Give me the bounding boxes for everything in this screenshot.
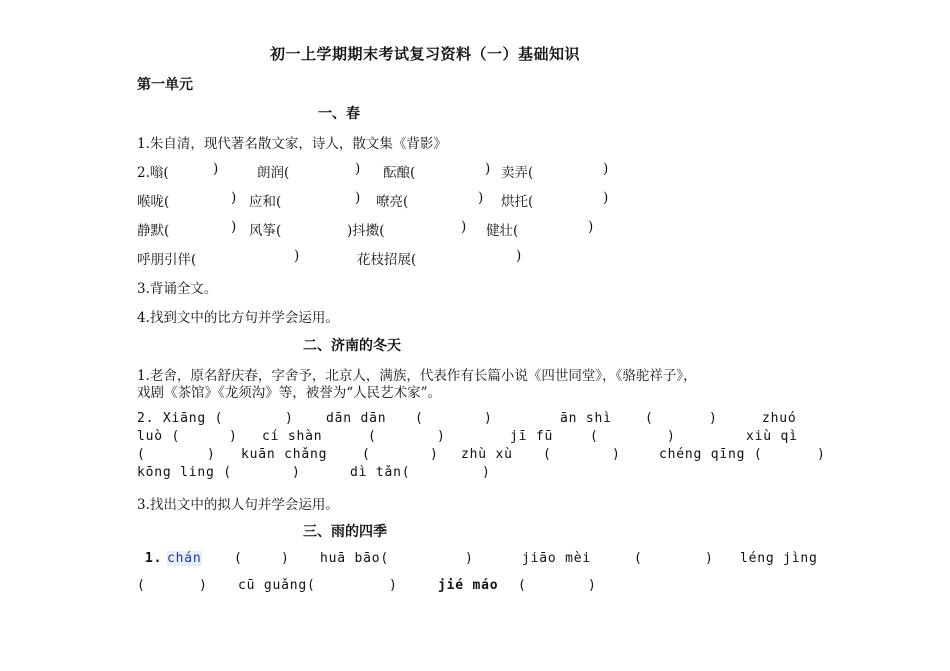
s2-r3-f: zhù xù	[461, 447, 513, 462]
s2-r1-f: ān shì	[560, 411, 612, 426]
s1-row3-a: 喉咙(	[137, 194, 170, 210]
s1-row5-a: 呼朋引伴(	[137, 252, 197, 268]
s2-r4-b: )	[292, 465, 301, 480]
s1-row4-b: )	[231, 219, 237, 235]
s1-row5-b: )	[294, 248, 300, 264]
s2-r1-d: (	[415, 411, 424, 426]
s2-r3-c: kuān chǎng	[241, 447, 328, 462]
s3-r2-d: )	[389, 578, 398, 593]
s1-row4-e: )	[461, 219, 467, 235]
section-heading-jinan-winter: 二、济南的冬天	[303, 338, 401, 354]
s1-row5-c: 花枝招展(	[357, 252, 417, 268]
s2-r4-d: )	[482, 465, 491, 480]
s2-author-line-1: 1.老舍，原名舒庆春，字舍予，北京人，满族，代表作有长篇小说《四世同堂》，《骆驼祥子》，	[137, 368, 697, 384]
s2-author-line-2: 戏剧《茶馆》《龙须沟》等，被誉为“人民艺术家”。	[137, 385, 442, 401]
s1-row2-h: )	[603, 161, 609, 177]
s3-r2-e: jié máo	[438, 578, 499, 593]
s2-r2-d: (	[368, 429, 377, 444]
s3-r1-i: léng jìng	[740, 551, 818, 566]
s2-r3-g: (	[543, 447, 552, 462]
s3-r1-d: huā bāo(	[320, 551, 390, 566]
s1-row3-f: )	[478, 190, 484, 206]
s3-r1-e: )	[465, 551, 474, 566]
s2-r4-c: dì tǎn(	[350, 465, 411, 480]
s1-row5-d: )	[516, 248, 522, 264]
s3-r2-f: (	[518, 578, 527, 593]
s1-row2-e: 酝酿(	[383, 165, 416, 181]
s1-task-simile: 4.找到文中的比方句并学会运用。	[137, 310, 339, 326]
s2-r2-c: cí shàn	[262, 429, 323, 444]
s3-r1-number: 1.	[145, 551, 163, 566]
s1-row3-b: )	[231, 190, 237, 206]
s2-r2-h: )	[667, 429, 676, 444]
s2-r2-g: (	[590, 429, 599, 444]
s2-r1-b: )	[285, 411, 294, 426]
s1-row4-d: )抖擞(	[347, 223, 385, 239]
s2-r1-a: 2. Xiāng (	[137, 411, 224, 426]
s3-r1-h: )	[705, 551, 714, 566]
s3-r1-b: (	[234, 551, 243, 566]
s3-r1-g: (	[634, 551, 643, 566]
section-heading-four-seasons-rain: 三、雨的四季	[303, 524, 387, 540]
s2-r1-h: )	[709, 411, 718, 426]
s1-row2-g: 卖弄(	[501, 165, 534, 181]
s2-r3-i: chéng qīng (	[659, 447, 763, 462]
s2-r2-e: )	[437, 429, 446, 444]
s1-row4-a: 静默(	[137, 223, 170, 239]
s2-r2-f: jī fū	[510, 429, 554, 444]
s3-r1-f: jiāo mèi	[522, 551, 592, 566]
s1-row3-d: )	[355, 190, 361, 206]
s3-r2-a: (	[137, 578, 146, 593]
s2-r1-g: (	[645, 411, 654, 426]
unit-heading: 第一单元	[137, 77, 193, 93]
s1-row3-c: 应和(	[249, 194, 282, 210]
s2-r3-j: )	[817, 447, 826, 462]
s3-r2-b: )	[199, 578, 208, 593]
s1-row2-b: )	[213, 161, 219, 177]
s2-r2-b: )	[229, 429, 238, 444]
s2-r1-i: zhuó	[762, 411, 797, 426]
s1-row2-d: )	[355, 161, 361, 177]
s2-r3-e: )	[430, 447, 439, 462]
section-heading-spring: 一、春	[318, 106, 360, 122]
s1-row4-c: 风筝(	[249, 223, 282, 239]
s2-r3-b: )	[207, 447, 216, 462]
s3-r2-g: )	[588, 578, 597, 593]
s3-r2-c: cū guǎng(	[238, 578, 316, 593]
s1-row3-g: 烘托(	[501, 194, 534, 210]
s1-row4-g: )	[588, 219, 594, 235]
s2-r2-i: xiù qì	[746, 429, 798, 444]
s2-r1-e: )	[484, 411, 493, 426]
s2-r3-d: (	[362, 447, 371, 462]
s2-r1-c: dān dān	[326, 411, 387, 426]
document-title: 初一上学期期末考试复习资料（一）基础知识	[270, 45, 581, 63]
s1-row2-a: 2.嗡(	[137, 165, 169, 181]
s2-r4-a: kōng ling (	[137, 465, 232, 480]
author-line: 1.朱自清，现代著名散文家，诗人，散文集《背影》	[137, 136, 447, 152]
s3-r1-c: )	[281, 551, 290, 566]
s2-r3-a: (	[137, 447, 146, 462]
s1-row4-f: 健壮(	[486, 223, 519, 239]
s1-row2-f: )	[485, 161, 491, 177]
s2-r3-h: )	[612, 447, 621, 462]
s1-row3-h: )	[603, 190, 609, 206]
s3-r1-chan-highlighted: chán	[167, 551, 202, 566]
s2-r2-a: luò (	[137, 429, 181, 444]
s1-task-recite: 3.背诵全文。	[137, 281, 218, 297]
s1-row3-e: 嘹亮(	[376, 194, 409, 210]
s1-row2-c: 朗润(	[257, 165, 290, 181]
s2-task-personification: 3.找出文中的拟人句并学会运用。	[137, 497, 339, 513]
